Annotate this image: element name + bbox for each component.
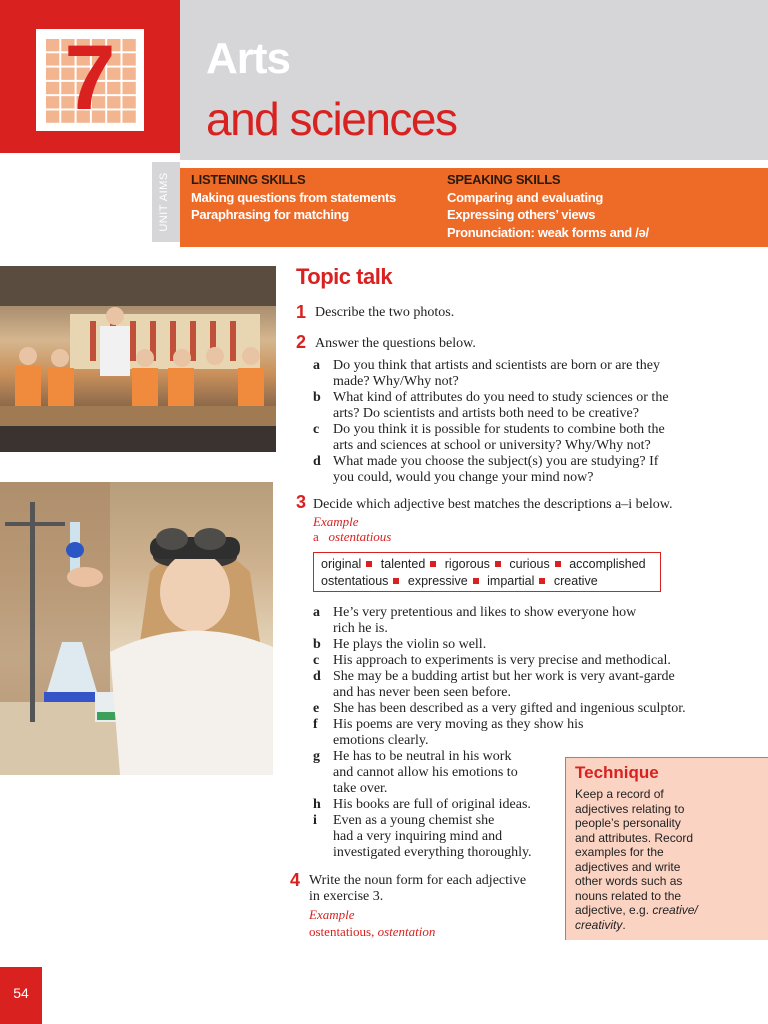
speaking-item: Expressing others’ views [447, 207, 596, 222]
exercise-1-text: Describe the two photos. [315, 305, 455, 320]
unit-title-line1: Arts [206, 34, 291, 83]
word: impartial [487, 574, 535, 588]
list-item: a Do you think that artists and scientists are born or are they [313, 358, 660, 373]
speaking-item: Pronunciation: weak forms and /ə/ [447, 224, 649, 240]
list-item-cont: rich he is. [333, 621, 388, 636]
word: accomplished [569, 557, 646, 571]
list-item: b He plays the violin so well. [313, 637, 487, 652]
word: original [321, 557, 362, 571]
technique-text: Keep a record of adjectives relating to people’s personality and attributes. Record examples for the adjectives and write other words such as nouns related to the adjective, e.g. creative/ creativity. [575, 787, 698, 932]
exercise-3-intro: Decide which adjective best matches the descriptions a–i below. [313, 497, 673, 512]
science-lab-illustration [0, 482, 273, 775]
list-item: d What made you choose the subject(s) you are studying? If [313, 454, 659, 469]
art-class-photo [0, 266, 276, 452]
listening-heading: LISTENING SKILLS [191, 172, 306, 187]
exercise-2-questions [313, 358, 723, 486]
speaking-skills [447, 171, 649, 241]
word: curious [509, 557, 550, 571]
list-item: a He’s very pretentious and likes to show everyone how [313, 605, 637, 620]
list-item: c His approach to experiments is very precise and methodical. [313, 653, 671, 668]
speaking-item: Comparing and evaluating [447, 189, 604, 205]
unit-aims-label: UNIT AIMS [158, 172, 170, 232]
science-lab-photo [0, 482, 273, 775]
word: expressive [407, 574, 468, 588]
list-item-cont: and cannot allow his emotions to [333, 765, 518, 780]
exercise-3-example-label: Example [313, 514, 359, 529]
exercise-3-example: a ostentatious [313, 529, 392, 544]
exercise-1-number: 1 [296, 302, 307, 322]
exercise-4-text: Write the noun form for each adjective in exercise 3. [309, 873, 527, 904]
adjective-word-box [313, 552, 661, 592]
listening-item: Paraphrasing for matching [191, 207, 349, 222]
list-item: g He has to be neutral in his work [313, 749, 512, 764]
exercise-4-example: ostentatious, ostentation [309, 924, 436, 939]
list-item-cont: and has never been seen before. [333, 685, 512, 700]
unit-number: 7 [64, 27, 116, 129]
list-item-cont: you could, would you change your mind now? [333, 470, 594, 485]
listening-item: Making questions from statements [191, 189, 396, 205]
word: creative [553, 574, 598, 588]
list-item: c Do you think it is possible for students to combine both the [313, 422, 665, 437]
list-item: b What kind of attributes do you need to study sciences or the [313, 390, 669, 405]
word: talented [380, 557, 426, 571]
list-item: d She may be a budding artist but her work is very avant-garde [313, 669, 675, 684]
list-item-cont: investigated everything thoroughly. [333, 845, 532, 860]
list-item: i Even as a young chemist she [313, 813, 495, 828]
word: ostentatious [321, 574, 389, 588]
exercise-2-number: 2 [296, 332, 307, 352]
art-class-illustration [0, 266, 276, 452]
list-item: h His books are full of original ideas. [313, 797, 531, 812]
technique-heading: Technique [575, 763, 659, 782]
list-item-cont: take over. [333, 781, 388, 796]
list-item: f His poems are very moving as they show his [313, 717, 584, 732]
list-item-cont: emotions clearly. [333, 733, 429, 748]
exercise-2-intro: Answer the questions below. [315, 336, 476, 351]
topic-talk-heading: Topic talk [296, 264, 393, 289]
list-item-cont: had a very inquiring mind and [333, 829, 503, 844]
speaking-heading: SPEAKING SKILLS [447, 172, 561, 187]
unit-title-line2: and sciences [206, 93, 457, 145]
list-item-cont: arts and sciences at school or university? Why/Why not? [333, 438, 651, 453]
listening-skills [191, 171, 396, 224]
exercise-3-number: 3 [296, 492, 307, 512]
word: rigorous [444, 557, 490, 571]
list-item-cont: made? Why/Why not? [333, 374, 459, 389]
exercise-4-example-label: Example [309, 907, 355, 922]
exercise-4-number: 4 [290, 870, 301, 890]
list-item-cont: arts? Do scientists and artists both need to be creative? [333, 406, 639, 421]
page-number: 54 [13, 985, 29, 1001]
list-item: e She has been described as a very gifted and ingenious sculptor. [313, 701, 686, 716]
